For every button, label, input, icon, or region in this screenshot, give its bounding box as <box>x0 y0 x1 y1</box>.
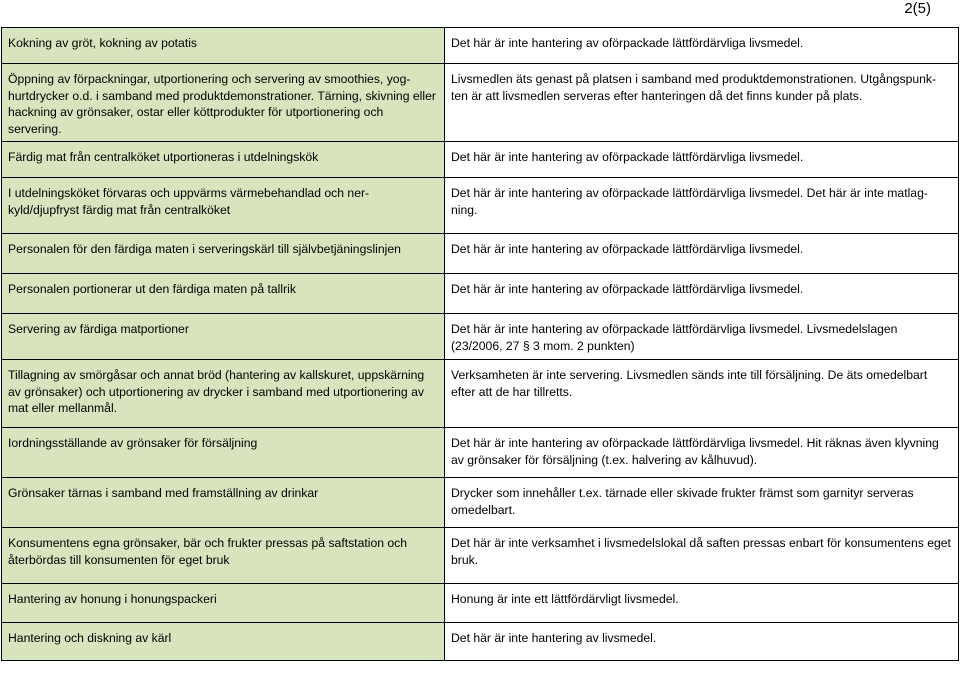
table-row <box>2 64 959 142</box>
activity-cell: Kokning av gröt, kokning av potatis <box>2 28 445 64</box>
table-row <box>2 28 959 64</box>
table-row <box>2 274 959 314</box>
classification-table <box>1 27 959 661</box>
assessment-cell: Det här är inte hantering av oförpackade lättfördärvliga livsmedel. Det här är inte matlag-ning. <box>445 178 959 234</box>
assessment-cell: Livsmedlen äts genast på platsen i samband med produktdemonstrationen. Utgångspunk-ten är att livsmedlen serveras efter hanteringen då det finns kunder på plats. <box>445 64 959 142</box>
table-row <box>2 478 959 528</box>
assessment-cell: Det här är inte hantering av livsmedel. <box>445 623 959 661</box>
table-row <box>2 584 959 623</box>
table-row <box>2 142 959 178</box>
activity-cell: I utdelningsköket förvaras och uppvärms värmebehandlad och ner-kyld/djupfryst färdig mat från centralköket <box>2 178 445 234</box>
page-number: 2(5) <box>904 0 931 17</box>
activity-cell: Grönsaker tärnas i samband med framställning av drinkar <box>2 478 445 528</box>
table-row <box>2 360 959 428</box>
table-row <box>2 234 959 274</box>
table-row <box>2 528 959 584</box>
assessment-cell: Det här är inte hantering av oförpackade lättfördärvliga livsmedel. Hit räknas även klyvning av grönsaker för försäljning (t.ex. halvering av kålhuvud). <box>445 428 959 478</box>
activity-cell: Öppning av förpackningar, utportionering och servering av smoothies, yog-hurtdrycker o.d. i samband med produktdemonstrationer. Tärning, skivning eller hackning av grönsaker, ostar eller köttprodukter för utportionering och servering. <box>2 64 445 142</box>
activity-cell: Konsumentens egna grönsaker, bär och frukter pressas på saftstation och återbördas till konsumenten för eget bruk <box>2 528 445 584</box>
activity-cell: Iordningsställande av grönsaker för försäljning <box>2 428 445 478</box>
assessment-cell: Det här är inte hantering av oförpackade lättfördärvliga livsmedel. <box>445 234 959 274</box>
table-row <box>2 314 959 360</box>
table-row <box>2 428 959 478</box>
activity-cell: Personalen för den färdiga maten i serveringskärl till självbetjäningslinjen <box>2 234 445 274</box>
assessment-cell: Det här är inte hantering av oförpackade lättfördärvliga livsmedel. <box>445 274 959 314</box>
assessment-cell: Det här är inte hantering av oförpackade lättfördärvliga livsmedel. <box>445 28 959 64</box>
table-row <box>2 623 959 661</box>
assessment-cell: Verksamheten är inte servering. Livsmedlen sänds inte till försäljning. De äts omedelbart efter att de har tillretts. <box>445 360 959 428</box>
assessment-cell: Det här är inte hantering av oförpackade lättfördärvliga livsmedel. Livsmedelslagen (23/2006, 27 § 3 mom. 2 punkten) <box>445 314 959 360</box>
assessment-cell: Det här är inte verksamhet i livsmedelslokal då saften pressas enbart för konsumentens eget bruk. <box>445 528 959 584</box>
activity-cell: Hantering och diskning av kärl <box>2 623 445 661</box>
activity-cell: Färdig mat från centralköket utportioneras i utdelningskök <box>2 142 445 178</box>
assessment-cell: Honung är inte ett lättfördärvligt livsmedel. <box>445 584 959 623</box>
activity-cell: Servering av färdiga matportioner <box>2 314 445 360</box>
assessment-cell: Drycker som innehåller t.ex. tärnade eller skivade frukter främst som garnityr serveras omedelbart. <box>445 478 959 528</box>
assessment-cell: Det här är inte hantering av oförpackade lättfördärvliga livsmedel. <box>445 142 959 178</box>
activity-cell: Tillagning av smörgåsar och annat bröd (hantering av kallskuret, uppskärning av grönsaker) och utportionering av drycker i samband med utportionering av mat eller mellanmål. <box>2 360 445 428</box>
activity-cell: Hantering av honung i honungspackeri <box>2 584 445 623</box>
activity-cell: Personalen portionerar ut den färdiga maten på tallrik <box>2 274 445 314</box>
table-row <box>2 178 959 234</box>
